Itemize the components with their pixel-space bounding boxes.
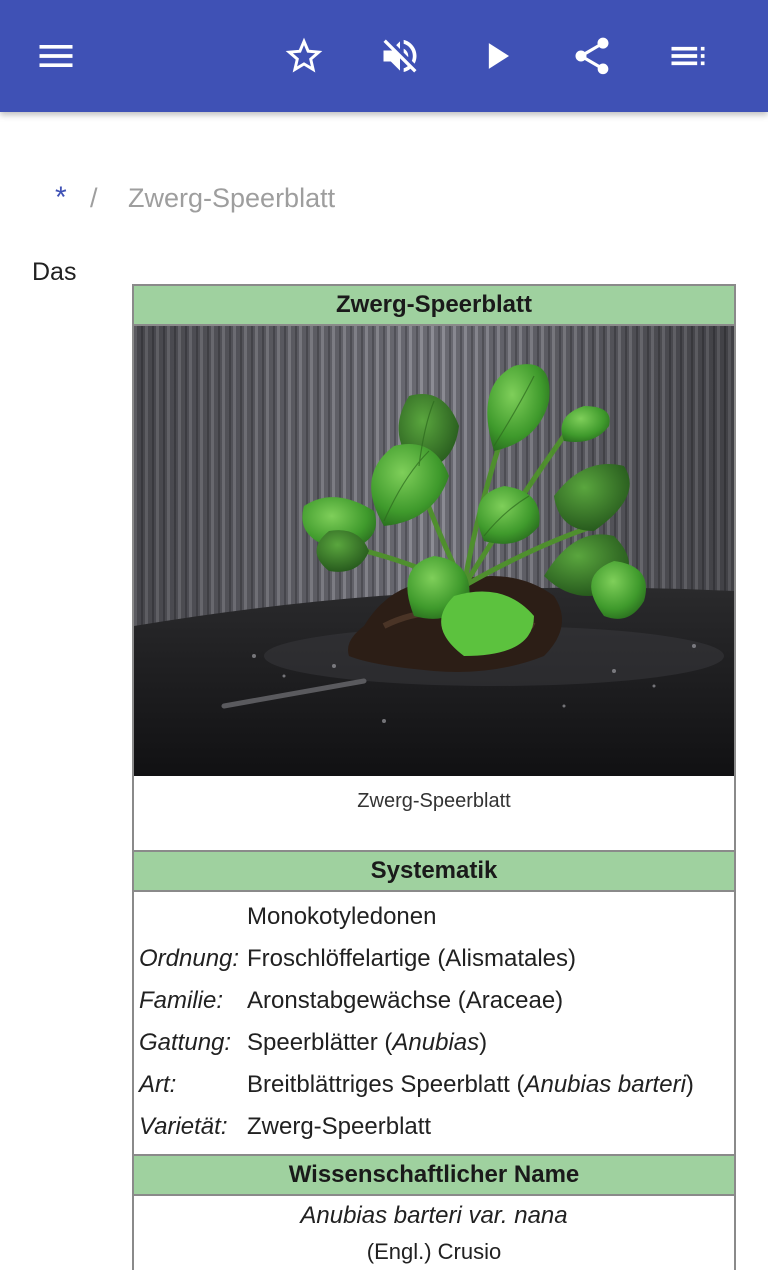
taxonomy-value-text: ) [685,1071,694,1098]
breadcrumb-separator: / [90,183,98,213]
image-caption: Zwerg-Speerblatt [134,776,734,852]
taxonomy-value[interactable]: Aronstabgewächse (Araceae) [247,987,564,1014]
taxonomy-label: Varietät: [139,1113,228,1140]
taxonomy-value-italic: Anubias [392,1029,480,1056]
scientific-name: Anubias barteri var. nana [300,1202,568,1229]
scientific-author: (Engl.) Crusio [366,1239,502,1264]
taxonomy-table [134,892,734,1156]
taxonomy-value-text: ) [479,1029,488,1056]
mute-button[interactable] [372,28,428,84]
taxonomy-row-varietaet [134,1106,734,1148]
breadcrumb-home-link[interactable]: * [55,181,67,214]
star-icon [282,34,326,78]
playlist-icon [666,34,710,78]
favorite-button[interactable] [276,28,332,84]
taxonomy-label: Ordnung: [139,945,240,972]
taxonomy-label: Gattung: [139,1029,232,1056]
taxobox [132,284,736,1270]
taxonomy-label: Art: [139,1071,177,1098]
taxonomy-row-gattung [134,1022,734,1064]
taxonomy-row-class [134,896,734,938]
plant-photo[interactable] [134,326,734,776]
share-icon [570,34,614,78]
taxonomy-value[interactable]: Froschlöffelartige (Alismatales) [247,945,577,972]
play-icon [476,34,520,78]
taxonomy-value-text: Speerblätter ( [247,1029,393,1056]
menu-button[interactable] [28,28,84,84]
anubias-plant-image [134,326,734,776]
scientific-name-header: Wissenschaftlicher Name [134,1156,734,1196]
taxonomy-value[interactable] [247,1066,734,1104]
app-toolbar [0,0,768,112]
taxonomy-value-text: Breitblättriges Speerblatt ( [247,1071,525,1098]
volume-off-icon [378,34,422,78]
breadcrumb [0,176,768,224]
taxonomy-row-ordnung [134,938,734,980]
systematik-header: Systematik [134,852,734,892]
article-lead-text: Das [32,258,77,286]
share-button[interactable] [564,28,620,84]
taxobox-title: Zwerg-Speerblatt [134,286,734,326]
contents-button[interactable] [660,28,716,84]
taxonomy-label: Familie: [139,987,224,1014]
taxonomy-value: Zwerg-Speerblatt [247,1113,432,1140]
scientific-name-block [134,1196,734,1270]
taxonomy-row-art [134,1064,734,1106]
breadcrumb-current: Zwerg-Speerblatt [128,183,336,213]
taxonomy-value[interactable]: Monokotyledonen [247,903,437,930]
taxonomy-row-familie [134,980,734,1022]
play-button[interactable] [470,28,526,84]
taxonomy-value[interactable] [247,1024,734,1062]
taxonomy-value-italic: Anubias barteri [524,1071,686,1098]
menu-icon [34,34,78,78]
